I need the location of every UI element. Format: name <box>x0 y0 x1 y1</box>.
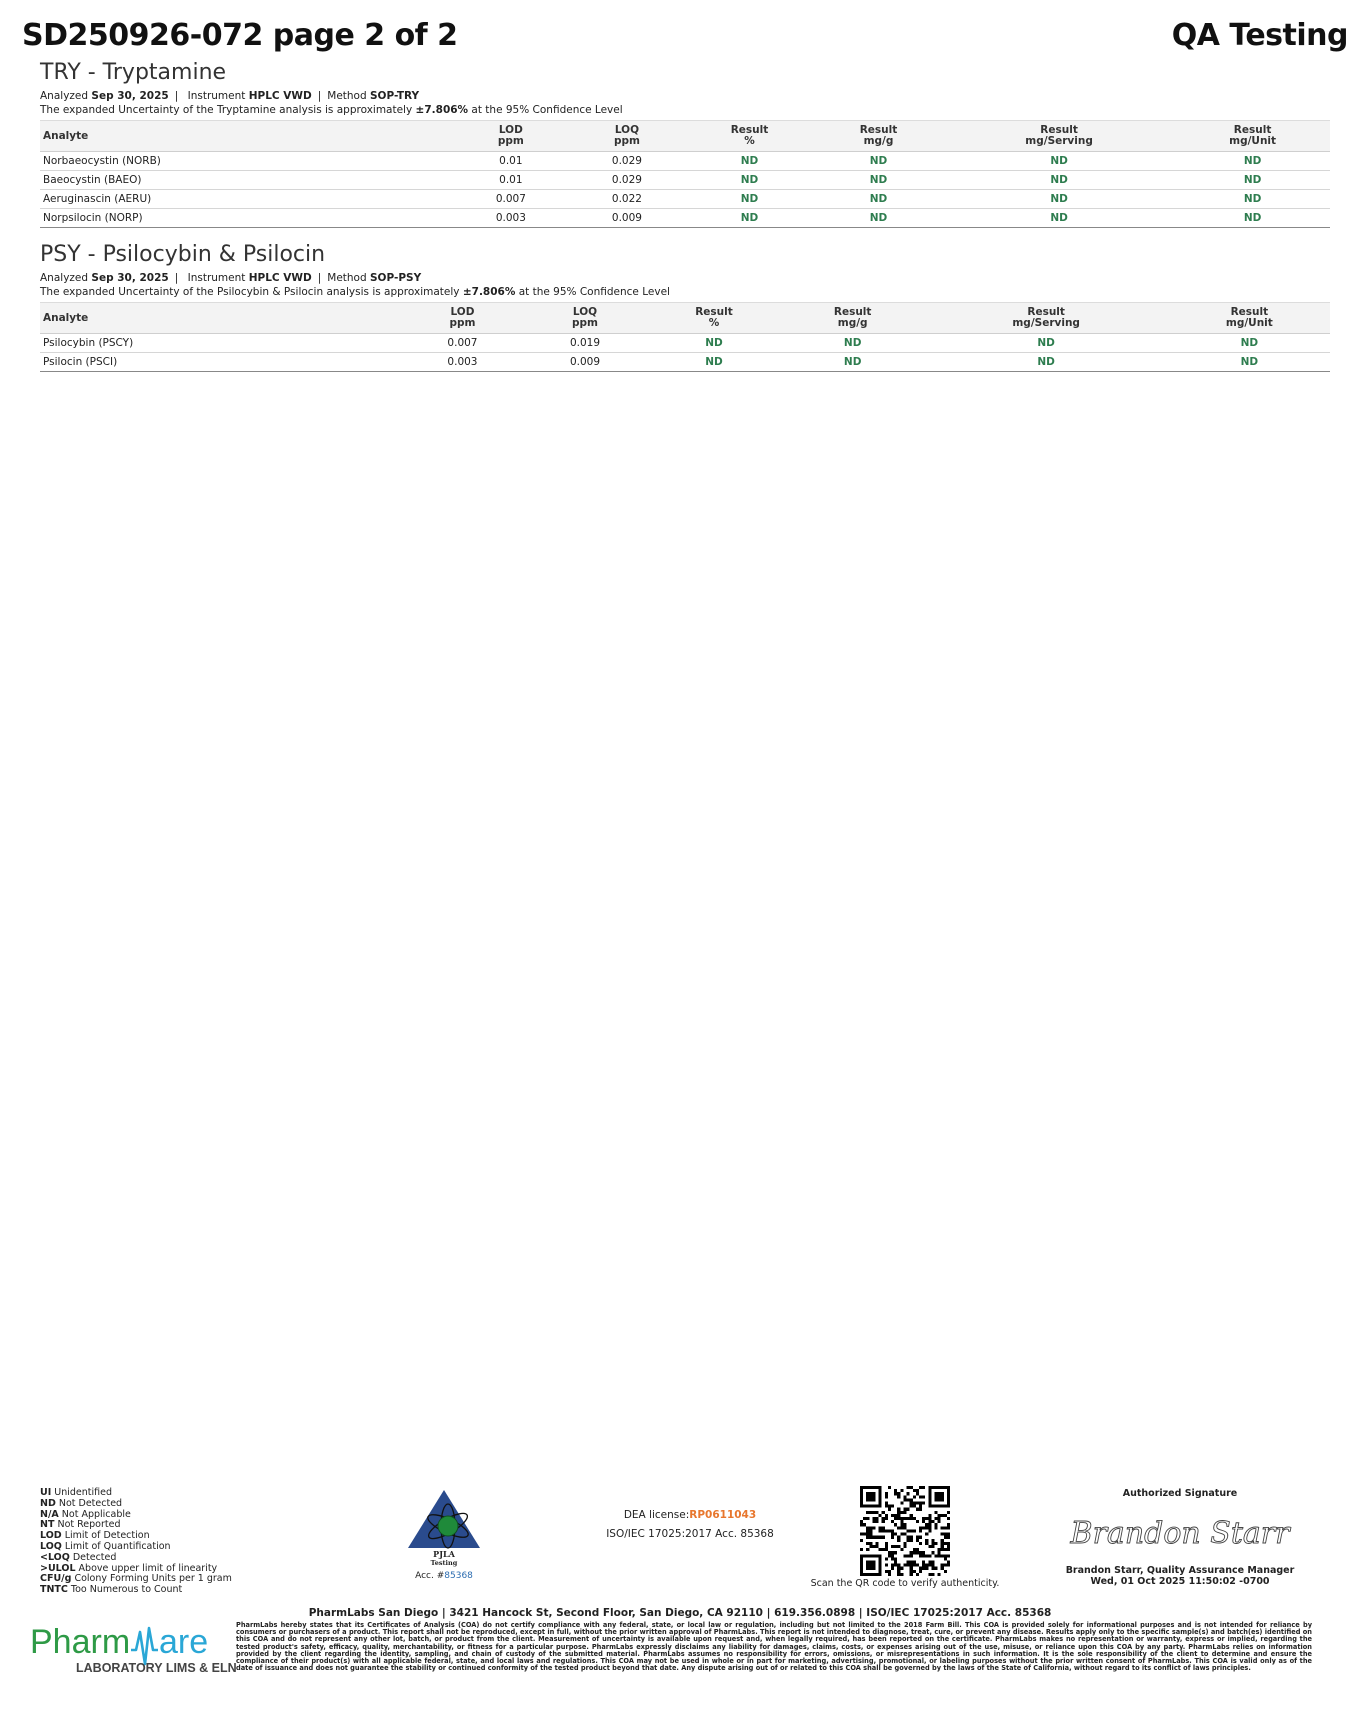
uncertainty-prefix: The expanded Uncertainty of the Tryptamine analysis is approximately <box>40 104 413 116</box>
handwritten-signature-icon <box>1060 1499 1300 1561</box>
analyte-name: Norbaeocystin (NORB) <box>40 152 453 171</box>
table-cell: ND <box>814 171 943 190</box>
instrument-value: HPLC VWD <box>248 90 312 102</box>
table-cell: ND <box>782 334 924 353</box>
column-header: LOD ppm <box>401 303 524 334</box>
table-cell: 0.019 <box>524 334 647 353</box>
table-cell: 0.009 <box>524 353 647 372</box>
dea-license-label: DEA license: <box>623 1509 690 1521</box>
column-header: Result mg/g <box>782 303 924 334</box>
report-id-title: SD250926-072 page 2 of 2 <box>22 18 458 53</box>
column-header: Result mg/Unit <box>1175 121 1330 152</box>
column-header: LOD ppm <box>453 121 569 152</box>
column-header: Result mg/Serving <box>943 121 1175 152</box>
legend-item: <LOQ Detected <box>40 1551 117 1563</box>
section-title: PSY - Psilocybin & Psilocin <box>40 242 326 267</box>
analyte-name: Norpsilocin (NORP) <box>40 209 453 228</box>
legend-item: TNTC Too Numerous to Count <box>40 1584 183 1596</box>
table-cell: ND <box>943 190 1175 209</box>
table-cell: ND <box>924 334 1169 353</box>
table-cell: ND <box>814 152 943 171</box>
table-header-row <box>40 303 1330 334</box>
column-header: Analyte <box>40 121 453 152</box>
legend-item: UI Unidentified <box>40 1487 113 1498</box>
analyzed-label: Analyzed <box>40 90 89 102</box>
instrument-value: HPLC VWD <box>248 272 312 284</box>
pjla-accreditation <box>398 1486 490 1581</box>
lab-address: PharmLabs San Diego | 3421 Hancock St, Second Floor, San Diego, CA 92110 | 619.356.0898 | ISO/IEC 17025:2017 Acc. 85368 <box>308 1607 1052 1619</box>
column-header: Result mg/Serving <box>924 303 1169 334</box>
logo-name-part1: Pharm <box>30 1623 131 1661</box>
column-header: Analyte <box>40 303 401 334</box>
table-row <box>40 152 1330 171</box>
instrument-label: Instrument <box>187 90 246 102</box>
acc-label: Acc. # <box>415 1571 445 1581</box>
column-header: LOQ ppm <box>569 121 685 152</box>
pjla-logo-subtext: Testing <box>430 1559 458 1567</box>
legend-item: LOD Limit of Detection <box>40 1530 150 1542</box>
method-label: Method <box>327 272 367 284</box>
table-cell: 0.01 <box>453 152 569 171</box>
results-table <box>40 120 1330 228</box>
table-row <box>40 334 1330 353</box>
table-cell: ND <box>1175 171 1330 190</box>
table-cell: ND <box>943 152 1175 171</box>
pjla-logo-icon <box>404 1486 484 1566</box>
authorized-signature-block <box>1060 1488 1300 1587</box>
signature-label: Authorized Signature <box>1122 1488 1238 1499</box>
table-cell: ND <box>1175 209 1330 228</box>
method-label: Method <box>327 90 367 102</box>
table-row <box>40 171 1330 190</box>
column-header: LOQ ppm <box>524 303 647 334</box>
analyzed-date: Sep 30, 2025 <box>91 272 169 284</box>
table-cell: ND <box>1175 152 1330 171</box>
column-header: Result mg/Unit <box>1169 303 1330 334</box>
legend-item: ND Not Detected <box>40 1497 123 1509</box>
legend-item: CFU/g Colony Forming Units per 1 gram <box>40 1573 232 1585</box>
qr-verification <box>810 1486 1000 1589</box>
column-header: Result mg/g <box>814 121 943 152</box>
section-title: TRY - Tryptamine <box>40 60 227 85</box>
method-value: SOP-PSY <box>370 272 422 284</box>
logo-tagline: LABORATORY LIMS & ELN <box>76 1661 237 1675</box>
dea-license-number: RP0611043 <box>689 1509 757 1521</box>
legend-item: NT Not Reported <box>40 1519 121 1531</box>
table-cell: ND <box>685 209 814 228</box>
signature-script: Brandon Starr <box>1070 1516 1290 1551</box>
qr-code-icon[interactable] <box>860 1486 950 1576</box>
table-cell: ND <box>1175 190 1330 209</box>
analyte-name: Psilocybin (PSCY) <box>40 334 401 353</box>
table-cell: 0.007 <box>401 334 524 353</box>
table-cell: 0.003 <box>401 353 524 372</box>
analysis-meta: Analyzed Sep 30, 2025 | Instrument HPLC VWD | Method SOP-TRY <box>40 90 420 102</box>
analyzed-label: Analyzed <box>40 272 89 284</box>
report-type-title: QA Testing <box>1171 18 1348 53</box>
legend-item: N/A Not Applicable <box>40 1508 131 1520</box>
table-cell: 0.022 <box>569 190 685 209</box>
table-cell: ND <box>646 334 781 353</box>
uncertainty-note <box>40 103 1330 117</box>
table-row <box>40 209 1330 228</box>
analyte-name: Psilocin (PSCI) <box>40 353 401 372</box>
table-row <box>40 353 1330 372</box>
table-cell: ND <box>685 171 814 190</box>
signature-datetime: Wed, 01 Oct 2025 11:50:02 -0700 <box>1090 1576 1270 1587</box>
table-row <box>40 190 1330 209</box>
table-cell: ND <box>814 209 943 228</box>
section-psilocybin <box>40 242 1330 372</box>
table-cell: ND <box>1169 353 1330 372</box>
uncertainty-suffix: at the 95% Confidence Level <box>518 286 670 298</box>
legal-disclaimer: PharmLabs hereby states that its Certificates of Analysis (COA) do not certify compliance with any federal, state, or local law or regulation, including but not limited to the 2018 Farm Bill. This COA is provided solely for informational purposes and is not intended for reliance by consumers or purchasers of a product. This report shall not be reproduced, except in full, without the prior written approval of PharmLabs. This report is not intended to diagnose, treat, cure, or prevent any disease. Results apply only to the specific sample(s) and batch(es) identified on this COA and do not represent any other lot, batch, or product from the client. Measurement of uncertainty is available upon request and, when legally required, has been reported on the certificate. PharmLabs makes no representation or warranty, express or implied, regarding the tested product's safety, efficacy, quality, merchantability, or fitness for a particular purpose. PharmLabs expressly disclaims any liability for damages, claims, costs, or expenses arising out of the use, misuse, or reliance upon this COA by any party. PharmLabs relies on information provided by the client regarding the identity, sampling, and chain of custody of the submitted material. PharmLabs assumes no responsibility for errors, omissions, or misrepresentations in such information. It is the sole responsibility of the client to determine and ensure the compliance of their product(s) with all applicable federal, state, and local laws and regulations. This COA may not be used in whole or in part for marketing, advertising, promotional, or labeling purposes without the prior written consent of PharmLabs. This COA is valid only as of the date of issuance and does not guarantee the stability or continued conformity of the tested product beyond that date. Any dispute arising out of or related to this COA shall be governed by the laws of the State of California, without regard to its conflict of laws principles. <box>236 1621 1312 1673</box>
uncertainty-note <box>40 285 1330 299</box>
pjla-acc-number <box>398 1571 490 1581</box>
table-cell: ND <box>1169 334 1330 353</box>
table-cell: 0.007 <box>453 190 569 209</box>
uncertainty-prefix: The expanded Uncertainty of the Psilocybin & Psilocin analysis is approximately <box>40 286 460 298</box>
logo-name-part2: are <box>159 1623 209 1661</box>
signer-name-title: Brandon Starr, Quality Assurance Manager <box>1065 1565 1295 1576</box>
acc-number: 85368 <box>444 1571 473 1581</box>
qr-caption: Scan the QR code to verify authenticity. <box>810 1578 1000 1589</box>
iso-accreditation: ISO/IEC 17025:2017 Acc. 85368 <box>606 1528 774 1540</box>
table-cell: 0.029 <box>569 171 685 190</box>
table-cell: ND <box>685 190 814 209</box>
dea-license-block <box>580 1506 800 1544</box>
table-cell: 0.029 <box>569 152 685 171</box>
analysis-meta: Analyzed Sep 30, 2025 | Instrument HPLC VWD | Method SOP-PSY <box>40 272 422 284</box>
table-cell: ND <box>814 190 943 209</box>
table-cell: ND <box>685 152 814 171</box>
analyte-name: Baeocystin (BAEO) <box>40 171 453 190</box>
results-table <box>40 302 1330 372</box>
method-value: SOP-TRY <box>370 90 420 102</box>
analyzed-date: Sep 30, 2025 <box>91 90 169 102</box>
abbreviation-legend <box>40 1488 232 1596</box>
table-header-row <box>40 121 1330 152</box>
table-cell: ND <box>943 171 1175 190</box>
section-tryptamine <box>40 60 1330 228</box>
pharmware-logo-icon <box>28 1620 237 1680</box>
column-header: Result % <box>646 303 781 334</box>
legend-item: LOQ Limit of Quantification <box>40 1540 171 1552</box>
analyte-name: Aeruginascin (AERU) <box>40 190 453 209</box>
pjla-logo-text: PJLA <box>433 1549 455 1559</box>
table-cell: 0.009 <box>569 209 685 228</box>
table-cell: ND <box>943 209 1175 228</box>
uncertainty-value: ±7.806% <box>415 104 469 116</box>
legend-item: >ULOL Above upper limit of linearity <box>40 1562 218 1574</box>
table-cell: 0.01 <box>453 171 569 190</box>
uncertainty-suffix: at the 95% Confidence Level <box>471 104 623 116</box>
column-header: Result % <box>685 121 814 152</box>
table-cell: 0.003 <box>453 209 569 228</box>
table-cell: ND <box>924 353 1169 372</box>
table-cell: ND <box>782 353 924 372</box>
table-cell: ND <box>646 353 781 372</box>
uncertainty-value: ±7.806% <box>462 286 516 298</box>
instrument-label: Instrument <box>187 272 246 284</box>
pharmware-logo <box>28 1620 237 1680</box>
